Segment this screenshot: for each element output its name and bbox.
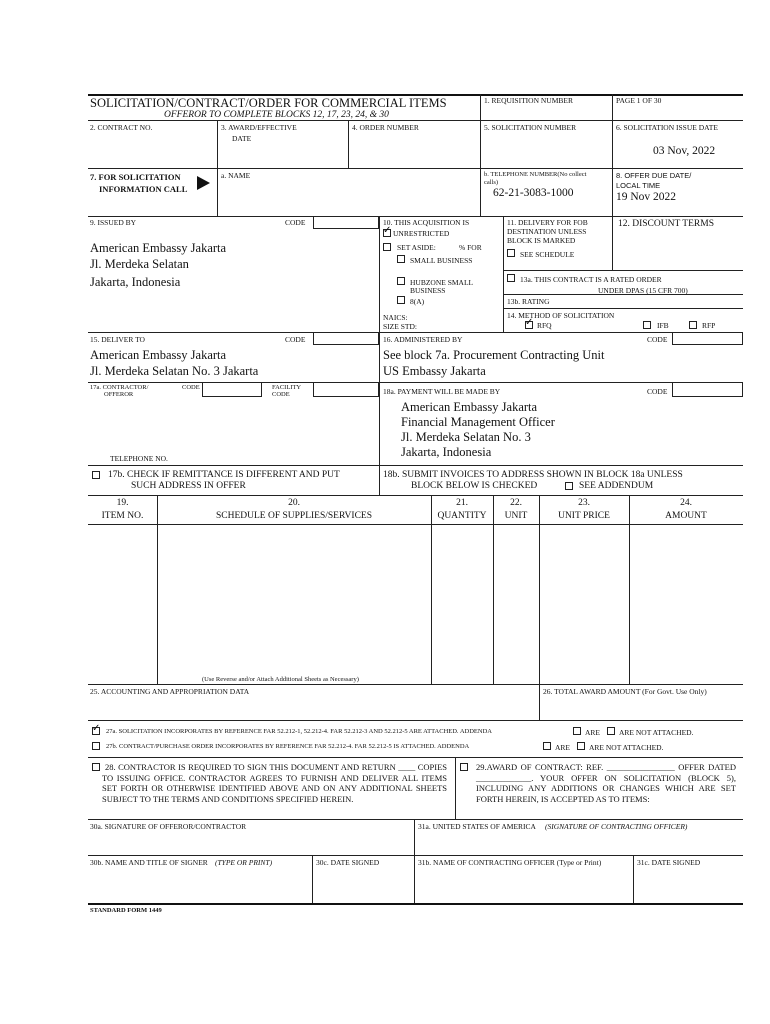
payment-line-3: Jl. Merdeka Selatan No. 3 — [401, 430, 531, 444]
telephone-no-label: TELEPHONE NO. — [110, 454, 168, 463]
addenda-b-are-checkbox[interactable] — [543, 742, 551, 750]
rule — [88, 684, 743, 685]
see-addendum-checkbox[interactable] — [565, 482, 573, 490]
delivery-fob-label: 11. DELIVERY FOR FOB — [507, 218, 588, 227]
rule — [88, 332, 743, 333]
rule — [88, 382, 743, 383]
rule — [88, 855, 743, 856]
award-date-label: 3. AWARD/EFFECTIVE — [221, 123, 297, 132]
issued-by-label: 9. ISSUED BY — [90, 218, 137, 227]
col-quantity-header: QUANTITY — [437, 511, 487, 521]
small-business-checkbox[interactable] — [397, 255, 405, 263]
contracting-officer-name-label: 31b. NAME OF CONTRACTING OFFICER (Type or Print) — [418, 858, 602, 867]
facility-code-field[interactable] — [313, 382, 379, 397]
addenda-b-are-not-label: ARE NOT ATTACHED. — [589, 743, 664, 752]
signer-name-label-italic: (TYPE OR PRINT) — [215, 858, 273, 867]
divider — [612, 216, 613, 270]
solicitation-incorporates-text: 27a. SOLICITATION INCORPORATES BY REFERENCE FAR 52.212-1, 52.212-4. FAR 52.212-3 AND 52.212-5 ARE ATTACHED. ADDENDA — [106, 728, 492, 735]
usa-signature-label: 31a. UNITED STATES OF AMERICA — [418, 822, 536, 831]
payment-label: 18a. PAYMENT WILL BE MADE BY — [383, 387, 501, 396]
name-label: a. NAME — [221, 171, 251, 180]
addenda-a-are-label: ARE — [585, 728, 600, 737]
rule — [503, 294, 743, 295]
divider — [379, 332, 380, 495]
method-label: 14. METHOD OF SOLICITATION — [507, 311, 615, 320]
rfq-checkbox[interactable] — [525, 321, 533, 329]
offeror-signature-label: 30a. SIGNATURE OF OFFEROR/CONTRACTOR — [90, 822, 247, 831]
telephone-label: b. TELEPHONE NUMBER(No collect — [484, 171, 587, 178]
usa-signature-label-italic: (SIGNATURE OF CONTRACTING OFFICER) — [545, 822, 688, 831]
administered-by-code-label: CODE — [647, 335, 668, 344]
remittance-checkbox[interactable] — [92, 471, 100, 479]
divider — [612, 94, 613, 120]
accounting-data-label: 25. ACCOUNTING AND APPROPRIATION DATA — [90, 687, 250, 696]
issued-by-line-3: Jakarta, Indonesia — [90, 275, 181, 289]
size-std-label: SIZE STD: — [383, 322, 417, 331]
col-schedule-header: SCHEDULE OF SUPPLIES/SERVICES — [215, 511, 373, 521]
addenda-b-are-not-checkbox[interactable] — [577, 742, 585, 750]
divider — [455, 757, 456, 819]
rule — [88, 465, 743, 466]
deliver-to-line-1: American Embassy Jakarta — [90, 348, 227, 362]
issued-by-code-label: CODE — [285, 218, 306, 227]
addenda-a-are-not-checkbox[interactable] — [607, 727, 615, 735]
contractor-label-2: OFFEROR — [104, 391, 134, 398]
contractor-label: 17a. CONTRACTOR/ — [90, 384, 149, 391]
divider — [414, 819, 415, 903]
issued-by-code-field[interactable] — [313, 216, 379, 229]
issued-by-line-1: American Embassy Jakarta — [90, 241, 227, 255]
rule — [88, 819, 743, 820]
remittance-label: 17b. CHECK IF REMITTANCE IS DIFFERENT AND PUT — [108, 470, 340, 480]
offeror-date-signed-label: 30c. DATE SIGNED — [316, 858, 380, 867]
divider — [539, 684, 540, 720]
acquisition-label: 10. THIS ACQUISITION IS — [383, 218, 470, 227]
form-title: SOLICITATION/CONTRACT/ORDER FOR COMMERCIAL ITEMS — [90, 96, 447, 110]
contract-incorporates-checkbox[interactable] — [92, 742, 100, 750]
col-22-number: 22. — [510, 498, 522, 508]
divider — [312, 855, 313, 903]
local-time-label: LOCAL TIME — [616, 181, 661, 190]
rated-order-label-2: UNDER DPAS (15 CFR 700) — [598, 286, 688, 295]
solicitation-number-label: 5. SOLICITATION NUMBER — [484, 123, 577, 132]
divider — [348, 120, 349, 168]
rated-order-label: 13a. THIS CONTRACT IS A RATED ORDER — [520, 275, 662, 284]
telephone-value[interactable]: 62-21-3083-1000 — [493, 187, 574, 199]
col-23-number: 23. — [578, 498, 590, 508]
payment-code-label: CODE — [647, 387, 668, 396]
issue-date-label: 6. SOLICITATION ISSUE DATE — [616, 123, 718, 132]
unrestricted-label: UNRESTRICTED — [393, 229, 450, 238]
addenda-a-are-checkbox[interactable] — [573, 727, 581, 735]
contractor-code-field[interactable] — [202, 382, 262, 397]
solicitation-info-label: 7. FOR SOLICITATION — [90, 172, 181, 182]
hubzone-checkbox[interactable] — [397, 277, 405, 285]
administered-by-line-1: See block 7a. Procurement Contracting Unit — [383, 348, 605, 362]
percent-for-label: % FOR — [459, 243, 482, 252]
rfp-checkbox[interactable] — [689, 321, 697, 329]
contract-no-label: 2. CONTRACT NO. — [90, 123, 153, 132]
telephone-label-2: calls) — [484, 179, 499, 186]
issue-date-value[interactable]: 03 Nov, 2022 — [653, 145, 716, 157]
divider — [217, 120, 218, 168]
rule — [88, 524, 743, 525]
rule — [88, 495, 743, 496]
addenda-b-are-label: ARE — [555, 743, 570, 752]
payment-code-field[interactable] — [672, 382, 743, 397]
facility-code-label-2: CODE — [272, 391, 290, 398]
administered-by-code-field[interactable] — [672, 332, 743, 345]
deliver-to-line-2: Jl. Merdeka Selatan No. 3 Jakarta — [90, 364, 259, 378]
rule — [503, 270, 743, 271]
col-unit-header: UNIT — [504, 511, 528, 521]
col-item-no-header: ITEM NO. — [101, 511, 144, 521]
set-aside-checkbox[interactable] — [383, 243, 391, 251]
submit-invoices-label-2: BLOCK BELOW IS CHECKED — [411, 481, 538, 491]
form-number: STANDARD FORM 1449 — [90, 907, 162, 914]
rated-order-checkbox[interactable] — [507, 274, 515, 282]
addenda-a-are-not-label: ARE NOT ATTACHED. — [619, 728, 694, 737]
col-amount-header: AMOUNT — [665, 511, 707, 521]
eight-a-checkbox[interactable] — [397, 296, 405, 304]
eight-a-label: 8(A) — [410, 297, 425, 306]
arrow-right-icon — [197, 176, 210, 190]
see-schedule-label: SEE SCHEDULE — [520, 250, 575, 259]
issued-by-line-2: Jl. Merdeka Selatan — [90, 257, 189, 271]
contractor-sign-text: 28. CONTRACTOR IS REQUIRED TO SIGN THIS DOCUMENT AND RETURN ____ COPIES TO ISSUING OFFICE. CONTRACTOR AGREES TO FURNISH AND DELIVER ALL ITEMS SET FORTH OR OTHERWISE IDENTIFIED ABOVE AND ON ANY ADDITIONAL SHEETS SUBJECT TO THE TERMS AND CONDITIONS SPECIFIED HEREIN. — [102, 762, 447, 804]
discount-terms-label: 12. DISCOUNT TERMS — [618, 219, 714, 229]
rule — [88, 120, 743, 121]
deliver-to-code-label: CODE — [285, 335, 306, 344]
contract-incorporates-text: 27b. CONTRACT/PURCHASE ORDER INCORPORATES BY REFERENCE FAR 52.212-4. FAR 52.212-5 IS ATTACHED. ADDENDA — [106, 743, 470, 750]
rule — [88, 757, 743, 758]
hubzone-label: HUBZONE SMALL — [410, 278, 474, 287]
rfp-label: RFP — [702, 321, 716, 330]
solicitation-incorporates-checkbox[interactable] — [92, 727, 100, 735]
payment-line-4: Jakarta, Indonesia — [401, 445, 492, 459]
payment-line-2: Financial Management Officer — [401, 415, 555, 429]
remittance-label-2: SUCH ADDRESS IN OFFER — [131, 481, 246, 491]
unrestricted-checkbox[interactable] — [383, 229, 391, 237]
divider — [379, 216, 380, 332]
divider — [217, 168, 218, 216]
delivery-fob-label-2: DESTINATION UNLESS — [507, 227, 587, 236]
rule — [88, 720, 743, 721]
divider — [633, 855, 634, 903]
see-addendum-label: SEE ADDENDUM — [579, 481, 654, 491]
form-subtitle: OFFEROR TO COMPLETE BLOCKS 12, 17, 23, 24, & 30 — [164, 110, 389, 120]
award-contract-text: 29.AWARD OF CONTRACT: REF. ________________ OFFER DATED _____________. YOUR OFFER ON SOLICITATION (BLOCK 5), INCLUDING ANY ADDITIONS OR CHANGES WHICH ARE SET FORTH HEREIN, IS ACCEPTED AS TO ITEMS: — [476, 762, 736, 804]
col-unit-price-header: UNIT PRICE — [558, 511, 610, 521]
award-date-label-2: DATE — [232, 134, 252, 143]
officer-date-signed-label: 31c. DATE SIGNED — [637, 858, 701, 867]
rule — [503, 308, 743, 309]
submit-invoices-label: 18b. SUBMIT INVOICES TO ADDRESS SHOWN IN BLOCK 18a UNLESS — [383, 470, 683, 480]
administered-by-line-2: US Embassy Jakarta — [383, 364, 486, 378]
total-award-label: 26. TOTAL AWARD AMOUNT (For Govt. Use Only) — [543, 687, 707, 696]
facility-code-label: FACILITY — [272, 384, 302, 391]
order-number-label: 4. ORDER NUMBER — [352, 123, 419, 132]
contractor-sign-checkbox[interactable] — [92, 763, 100, 771]
bottom-rule — [88, 903, 743, 905]
ifb-checkbox[interactable] — [643, 321, 651, 329]
delivery-fob-label-3: BLOCK IS MARKED — [507, 236, 576, 245]
set-aside-label: SET ASIDE: — [397, 243, 436, 252]
col-24-number: 24. — [680, 498, 692, 508]
award-contract-checkbox[interactable] — [460, 763, 468, 771]
page-count: PAGE 1 OF 30 — [616, 96, 662, 105]
col-20-number: 20. — [288, 498, 300, 508]
schedule-note: (Use Reverse and/or Attach Additional Sheets as Necessary) — [202, 676, 359, 683]
divider — [503, 216, 504, 332]
deliver-to-label: 15. DELIVER TO — [90, 335, 145, 344]
small-business-label: SMALL BUSINESS — [410, 256, 473, 265]
solicitation-info-label-2: INFORMATION CALL — [99, 184, 188, 194]
rule — [88, 216, 743, 217]
see-schedule-checkbox[interactable] — [507, 249, 515, 257]
offer-due-date-value[interactable]: 19 Nov 2022 — [616, 191, 677, 203]
col-21-number: 21. — [456, 498, 468, 508]
naics-label: NAICS: — [383, 313, 408, 322]
payment-line-1: American Embassy Jakarta — [401, 400, 538, 414]
col-19-number: 19. — [116, 498, 129, 508]
contractor-code-label: CODE — [182, 384, 200, 391]
rating-label: 13b. RATING — [507, 297, 550, 306]
divider — [480, 94, 481, 120]
offer-due-date-label: 8. OFFER DUE DATE/ — [616, 171, 692, 180]
requisition-number-label: 1. REQUISITION NUMBER — [484, 96, 573, 105]
administered-by-label: 16. ADMINISTERED BY — [383, 335, 463, 344]
rfq-label: RFQ — [537, 321, 552, 330]
rule — [88, 168, 743, 169]
deliver-to-code-field[interactable] — [313, 332, 379, 345]
hubzone-label-2: BUSINESS — [410, 286, 446, 295]
ifb-label: IFB — [657, 321, 669, 330]
signer-name-label: 30b. NAME AND TITLE OF SIGNER — [90, 858, 208, 867]
